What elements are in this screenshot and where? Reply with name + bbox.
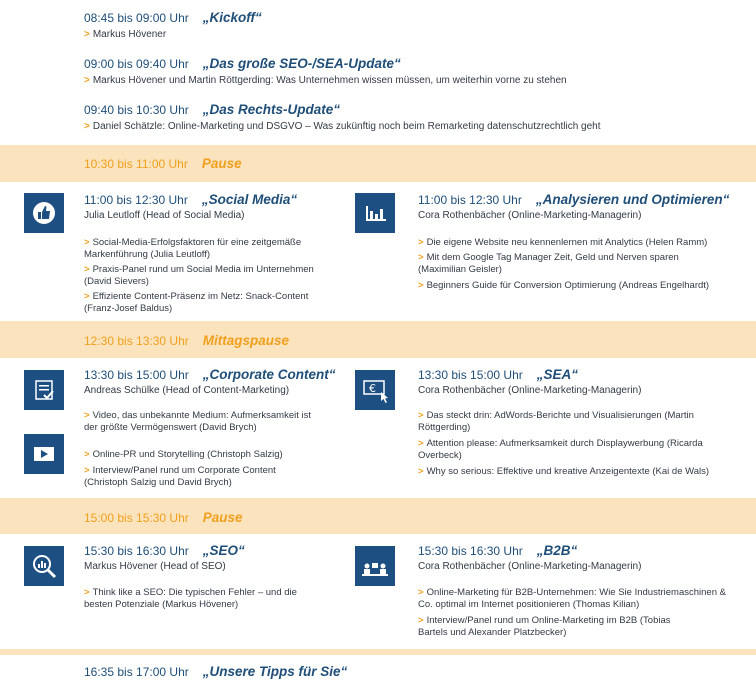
list-item: > Think like a SEO: Die typischen Fehler – und die besten Potenziale (Markus Hövener) [84, 587, 297, 610]
business-meeting-icon [355, 546, 395, 586]
divider [0, 649, 756, 655]
session-analysieren: 11:00 bis 12:30 Uhr „Analysieren und Optimieren“ Cora Rothenbächer (Online-Marketing-Managerin) [418, 192, 730, 221]
session-tipps: 16:35 bis 17:00 Uhr „Unsere Tipps für Sie“ [84, 664, 348, 679]
break-band: 15:00 bis 15:30 Uhr Pause [0, 498, 756, 534]
list-item: > Effiziente Content-Präsenz im Netz: Snack-Content (Franz-Josef Baldus) [84, 291, 309, 314]
list-item: > Interview/Panel rund um Corporate Content (Christoph Salzig und David Brych) [84, 465, 276, 488]
list-item: > Mit dem Google Tag Manager Zeit, Geld und Nerven sparen (Maximilian Geisler) [418, 252, 679, 275]
session-social-media: 11:00 bis 12:30 Uhr „Social Media“ Julia Leutloff (Head of Social Media) [84, 192, 298, 221]
euro-click-icon [355, 370, 395, 410]
speaker: Markus Hövener und Martin Röttgerding: Was Unternehmen wissen müssen, um weiterhin vorne zu stehen [92, 75, 567, 86]
list-item: > Das steckt drin: AdWords-Berichte und Visualisierungen (Martin Röttgerding) [418, 410, 694, 433]
list-item: > Praxis-Panel rund um Social Media im Unternehmen (David Sievers) [84, 264, 314, 287]
list-item: > Social-Media-Erfolgsfaktoren für eine zeitgemäße Markenführung (Julia Leutloff) [84, 237, 302, 260]
break-band: 10:30 bis 11:00 Uhr Pause [0, 145, 756, 182]
document-check-icon [24, 370, 64, 410]
list-item: > Online-PR und Storytelling (Christoph Salzig) [84, 449, 283, 460]
session-kickoff: 08:45 bis 09:00 Uhr „Kickoff“ > Markus Hövener [84, 10, 262, 40]
list-item: > Video, das unbekannte Medium: Aufmerksamkeit ist der größte Vermögenswert (David Brych) [84, 410, 312, 433]
session-corporate-content: 13:30 bis 15:00 Uhr „Corporate Content“ Andreas Schülke (Head of Content-Marketing) [84, 367, 336, 396]
speaker: Markus Hövener [92, 29, 167, 40]
play-video-icon [24, 434, 64, 474]
session-seo: 15:30 bis 16:30 Uhr „SEO“ Markus Hövener (Head of SEO) [84, 543, 245, 572]
list-item: > Attention please: Aufmerksamkeit durch Displaywerbung (Ricarda Overbeck) [418, 438, 703, 461]
list-item: > Beginners Guide für Conversion Optimierung (Andreas Engelhardt) [418, 280, 710, 291]
speaker: Daniel Schätzle: Online-Marketing und DSGVO – Was zukünftig noch beim Remarketing datenschutzrechtlich geht [92, 121, 601, 132]
magnifier-chart-icon [24, 546, 64, 586]
break-band: 12:30 bis 13:30 Uhr Mittagspause [0, 321, 756, 358]
svg-text:€: € [369, 382, 376, 395]
list-item: > Online-Marketing für B2B-Unternehmen: Wie Sie Industriemaschinen & Co. optimal im Internet positionieren (Thomas Kilian) [418, 587, 726, 610]
thumbs-up-icon [24, 193, 64, 233]
session-b2b: 15:30 bis 16:30 Uhr „B2B“ Cora Rothenbächer (Online-Marketing-Managerin) [418, 543, 642, 572]
list-item: > Interview/Panel rund um Online-Marketing im B2B (Tobias Bartels und Alexander Platzbecker) [418, 615, 671, 638]
session-rechts-update: 09:40 bis 10:30 Uhr „Das Rechts-Update“ > Daniel Schätzle: Online-Marketing und DSGVO – Was zukünftig noch beim Remarketing datenschutzrechtlich geht [84, 102, 601, 132]
bar-chart-icon [355, 193, 395, 233]
list-item: > Die eigene Website neu kennenlernen mit Analytics (Helen Ramm) [418, 237, 708, 248]
session-seo-sea-update: 09:00 bis 09:40 Uhr „Das große SEO-/SEA-Update“ > Markus Hövener und Martin Röttgerding: Was Unternehmen wissen müssen, um weiterhin vorne zu stehen [84, 56, 567, 86]
list-item: > Why so serious: Effektive und kreative Anzeigentexte (Kai de Wals) [418, 466, 710, 477]
session-sea: 13:30 bis 15:00 Uhr „SEA“ Cora Rothenbächer (Online-Marketing-Managerin) [418, 367, 642, 396]
